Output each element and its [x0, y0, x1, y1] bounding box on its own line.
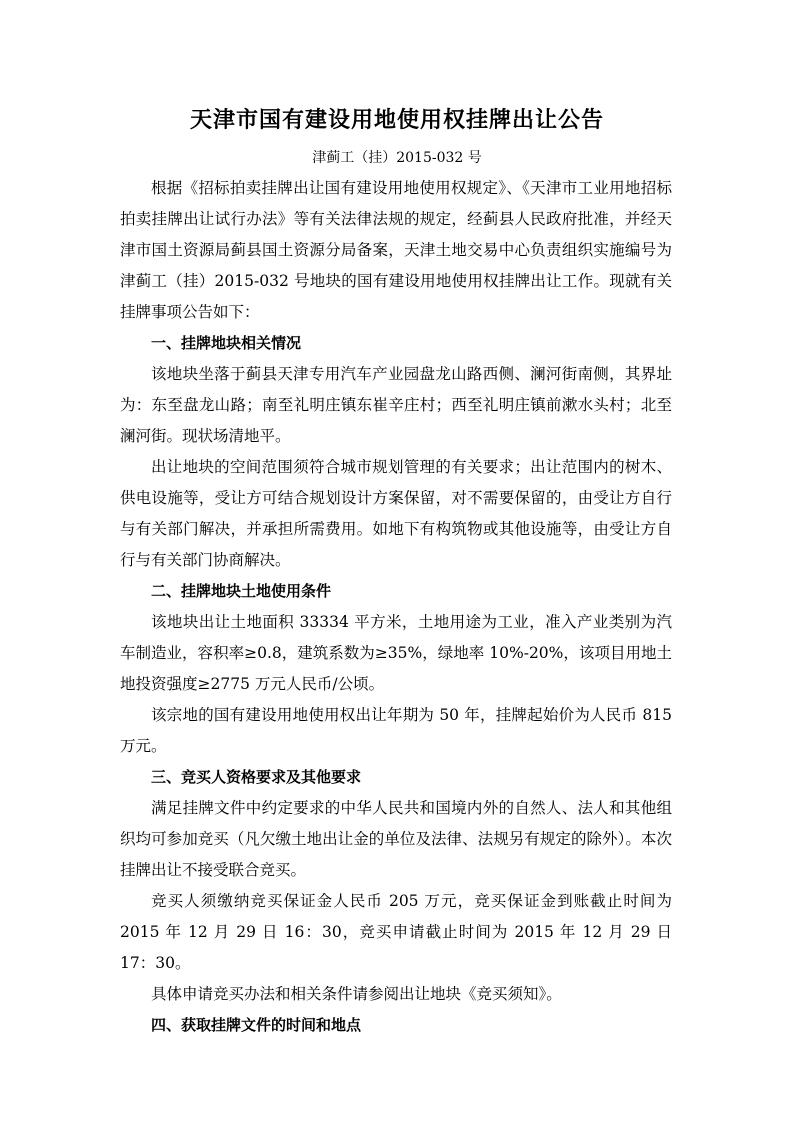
section-1-heading: 一、挂牌地块相关情况: [151, 334, 302, 352]
document-title: 天津市国有建设用地使用权挂牌出让公告: [189, 108, 604, 133]
document-number: 津蓟工（挂）2015-032 号: [312, 150, 482, 166]
intro-paragraph: 根据《招标拍卖挂牌出让国有建设用地使用权规定》、《天津市工业用地招标拍卖挂牌出让试行办法》等有关法律法规的规定，经蓟县人民政府批准，并经天津市国土资源局蓟县国土资源分局备案，天津土地交易中心负责组织实施编号为津蓟工（挂）2015-032 号地块的国有建设用地使用权挂牌出让工作。现就有关挂牌事项公告如下：: [120, 179, 672, 321]
section-2-paragraph-2: 该宗地的国有建设用地使用权出让年期为 50 年，挂牌起始价为人民币 815 万元。: [120, 706, 672, 755]
section-3-paragraph-3: 具体申请竞买办法和相关条件请参阅出让地块《竞买须知》。: [151, 985, 562, 1003]
section-3-paragraph-1: 满足挂牌文件中约定要求的中华人民共和国境内外的自然人、法人和其他组织均可参加竞买（凡欠缴土地出让金的单位及法律、法规另有规定的除外）。本次挂牌出让不接受联合竞买。: [120, 799, 672, 879]
document-body: [120, 173, 672, 1041]
section-1-paragraph-1: 该地块坐落于蓟县天津专用汽车产业园盘龙山路西侧、澜河街南侧，其界址为：东至盘龙山路；南至礼明庄镇东崔辛庄村；西至礼明庄镇前漱水头村；北至澜河街。现状场清地平。: [120, 365, 672, 445]
section-4-heading: 四、获取挂牌文件的时间和地点: [151, 1016, 362, 1034]
section-1-paragraph-2: 出让地块的空间范围须符合城市规划管理的有关要求；出让范围内的树木、供电设施等，受让方可结合规划设计方案保留，对不需要保留的，由受让方自行与有关部门解决，并承担所需费用。如地下有构筑物或其他设施等，由受让方自行与有关部门协商解决。: [120, 458, 672, 569]
section-3-heading: 三、竞买人资格要求及其他要求: [151, 768, 362, 786]
section-2-heading: 二、挂牌地块土地使用条件: [151, 582, 332, 600]
section-2-paragraph-1: 该地块出让土地面积 33334 平方米，土地用途为工业，准入产业类别为汽车制造业，容积率≥0.8，建筑系数为≥35%，绿地率 10%-20%，该项目用地土地投资强度≥2775 万元人民币/公顷。: [120, 613, 672, 693]
section-3-paragraph-2: 竞买人须缴纳竞买保证金人民币 205 万元，竞买保证金到账截止时间为 2015 年 12 月 29 日 16：30，竞买申请截止时间为 2015 年 12 月 29 日 17：30。: [120, 892, 672, 972]
